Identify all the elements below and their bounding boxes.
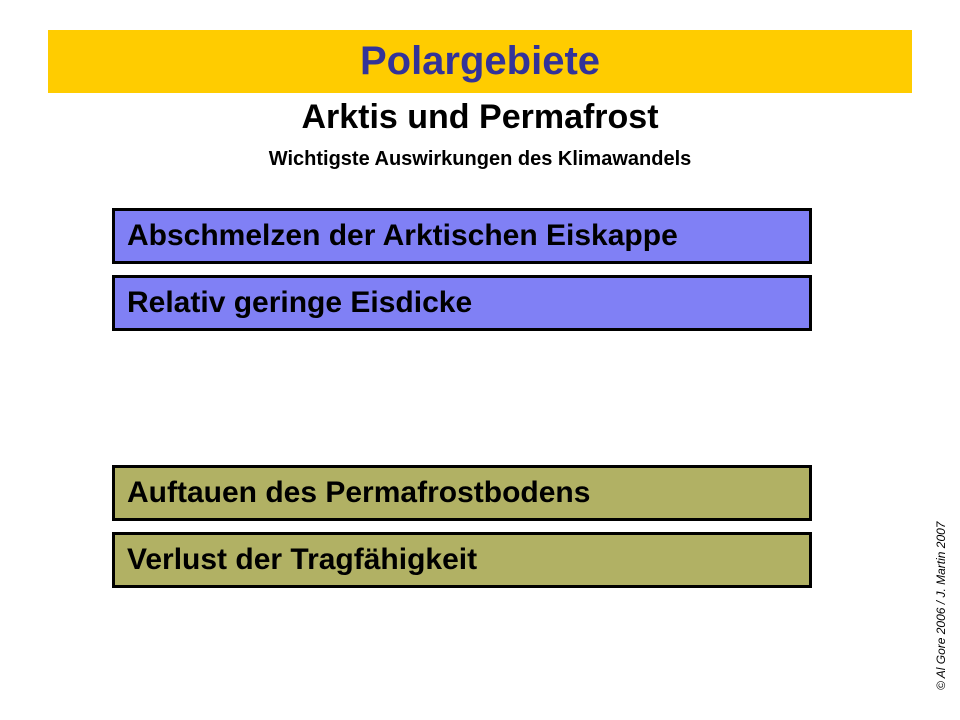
permafrost-box-thawing-label: Auftauen des Permafrostbodens [127,476,591,509]
arctic-box-ice-thickness-label: Relativ geringe Eisdicke [127,286,473,319]
arctic-box-ice-thickness [112,275,812,331]
permafrost-box-thawing [112,465,812,521]
credit-line: © Al Gore 2006 / J. Martin 2007 [934,521,948,690]
caption: Wichtigste Auswirkungen des Klimawandels [268,148,692,170]
subtitle: Arktis und Permafrost [301,98,659,136]
page-title: Polargebiete [359,39,601,83]
arctic-box-melting [112,208,812,264]
permafrost-box-bearing-capacity-label: Verlust der Tragfähigkeit [127,543,478,576]
permafrost-box-bearing-capacity [112,532,812,588]
arctic-box-melting-label: Abschmelzen der Arktischen Eiskappe [127,219,678,252]
title-banner [48,30,912,93]
